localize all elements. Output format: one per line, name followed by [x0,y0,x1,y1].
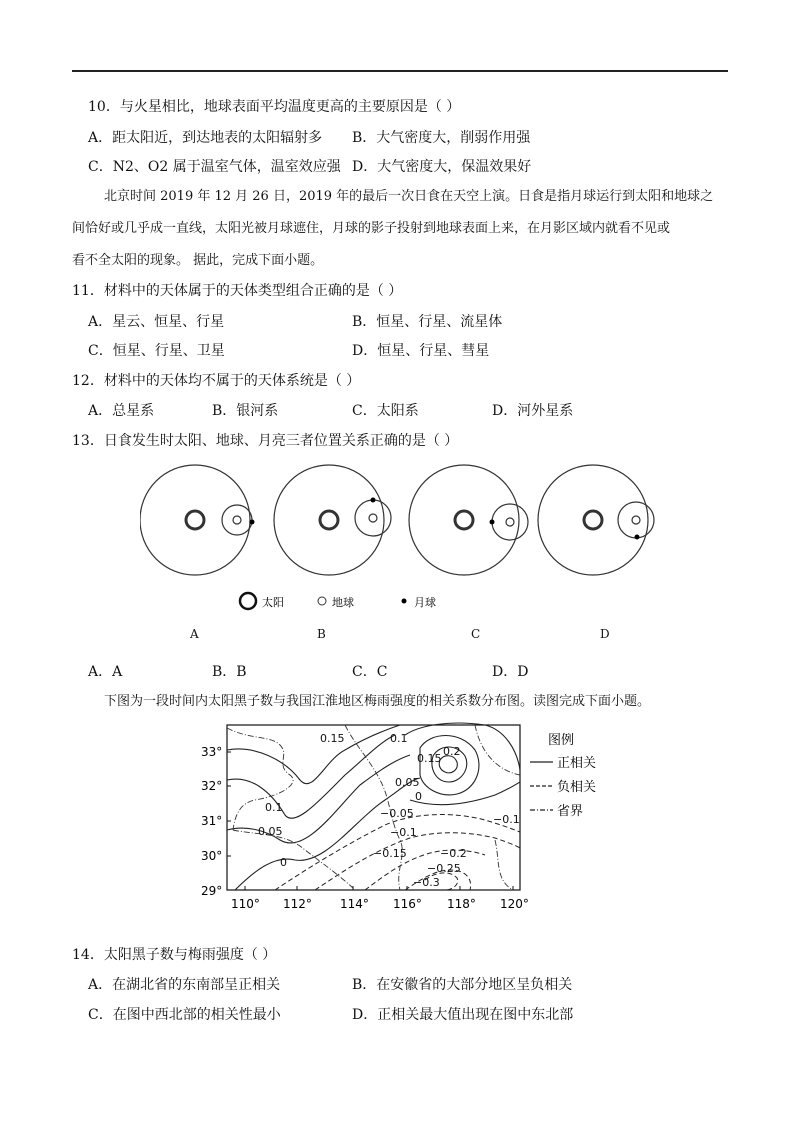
lat-label-29: 29° [201,884,223,898]
diagram-a-moon-orbit [222,505,252,535]
contour-label: −0.05 [380,807,414,820]
legend-moon-label: 月球 [414,596,436,609]
province-border [495,840,513,890]
question-10-option-c: C．N2、O2 属于温室气体，温室效应强 [88,159,341,175]
map-legend-negative: 负相关 [557,780,597,795]
question-14-option-b: B．在安徽省的大部分地区呈负相关 [352,977,573,993]
question-10-option-d: D．大气密度大，保温效果好 [352,159,532,175]
diagram-d-sun [584,511,602,529]
legend-sun-icon [240,593,256,609]
diagram-c-moon [490,520,495,525]
question-10-stem: 10．与火星相比，地球表面平均温度更高的主要原因是（ ） [88,99,461,115]
question-12-option-b: B．银河系 [212,403,279,419]
contour-label: 0 [415,790,422,803]
question-10-option-a: A．距太阳近，到达地表的太阳辐射多 [88,130,323,146]
passage-line-2: 间恰好或几乎成一直线，太阳光被月球遮住，月球的影子投射到地球表面上来，在月影区域内就看不见或 [72,221,671,236]
legend-moon-icon [402,599,407,604]
figure-label-b: B [317,627,326,641]
contour-label: 0.05 [258,825,283,838]
legend-sun-label: 太阳 [262,596,284,609]
contour-label: −0.3 [413,876,440,889]
lat-label-30: 30° [201,849,223,863]
contour-label: −0.2 [440,847,467,860]
lon-label-120: 120° [500,897,529,911]
diagram-b-sun [320,511,338,529]
diagram-b-earth-orbit [274,465,384,575]
question-11-option-a: A．星云、恒星、行星 [88,314,225,330]
contour-label: 0.2 [443,745,461,758]
diagram-b-moon-orbit [355,500,391,536]
contour-label: 0.15 [320,732,345,745]
passage-2: 下图为一段时间内太阳黑子数与我国江淮地区梅雨强度的相关系数分布图。读图完成下面小题。 [104,694,651,709]
contour-label: −0.1 [390,826,417,839]
question-12-option-d: D．河外星系 [492,403,574,419]
contour-label: −0.25 [427,862,461,875]
diagram-b-moon [371,498,376,503]
contour-label: 0 [280,856,287,869]
question-13-option-d: D．D [492,664,529,680]
contour-label: 0.1 [265,801,283,814]
diagram-a-earth [233,516,241,524]
question-13-option-c: C．C [352,664,388,680]
contour-positive [227,735,395,818]
contour-label: −0.15 [373,847,407,860]
legend-earth-icon [318,597,326,605]
lon-label-110: 110° [231,897,260,911]
map-legend-title: 图例 [548,733,575,748]
contour-positive [227,755,410,843]
lon-label-112: 112° [283,897,312,911]
diagram-d-earth [632,516,640,524]
contour-label: 0.15 [417,752,442,765]
lat-label-33: 33° [201,745,223,759]
map-legend [530,733,596,819]
contour-label: −0.1 [493,813,520,826]
legend-earth-label: 地球 [332,596,354,609]
header-rule [72,70,728,72]
question-11-stem: 11．材料中的天体属于的天体类型组合正确的是（ ） [72,283,403,299]
question-12-stem: 12．材料中的天体均不属于的天体系统是（ ） [72,373,361,389]
question-11-option-d: D．恒星、行星、彗星 [352,343,490,359]
map-legend-border: 省界 [557,804,584,819]
question-11-option-b: B．恒星、行星、流星体 [352,314,503,330]
diagram-c-earth [506,518,514,526]
figure-label-c: C [471,627,481,641]
diagram-a-sun [186,511,204,529]
diagram-c-sun [455,511,473,529]
question-13-option-b: B．B [212,664,247,680]
diagram-c-earth-orbit [409,465,519,575]
contour-positive [439,756,457,773]
question-14-option-a: A．在湖北省的东南部呈正相关 [88,977,281,993]
question-14-stem: 14．太阳黑子数与梅雨强度（ ） [72,947,277,963]
question-12-option-c: C．太阳系 [352,403,419,419]
passage-line-1: 北京时间 2019 年 12 月 26 日，2019 年的最后一次日食在天空上演。日食是指月球运行到太阳和地球之 [104,189,714,204]
lat-label-32: 32° [201,779,223,793]
diagram-b-earth [369,514,377,522]
sunspot-correlation-map [195,720,615,920]
question-12-option-a: A．总星系 [88,403,155,419]
map-legend-positive: 正相关 [557,756,597,771]
lat-label-31: 31° [201,814,223,828]
figure-label-d: D [600,627,610,641]
diagram-c-moon-orbit [492,504,528,540]
lon-label-116: 116° [393,897,422,911]
contour-label: 0.1 [390,732,408,745]
question-14-option-d: D．正相关最大值出现在图中东北部 [352,1007,574,1023]
figure-label-a: A [190,627,199,641]
diagram-a-moon [250,520,255,525]
passage-line-3: 看不全太阳的现象。 据此，完成下面小题。 [72,253,324,268]
eclipse-legend [240,593,436,609]
lon-label-118: 118° [447,897,476,911]
question-13-stem: 13．日食发生时太阳、地球、月亮三者位置关系正确的是（ ） [72,433,459,449]
question-13-option-a: A．A [88,664,123,680]
question-14-option-c: C．在图中西北部的相关性最小 [88,1007,281,1023]
question-10-option-b: B．大气密度大，削弱作用强 [352,130,531,146]
question-11-option-c: C．恒星、行星、卫星 [88,343,225,359]
contour-label: 0.05 [395,776,420,789]
eclipse-diagram [140,460,700,630]
lon-label-114: 114° [340,897,369,911]
diagram-d-moon [635,535,640,540]
